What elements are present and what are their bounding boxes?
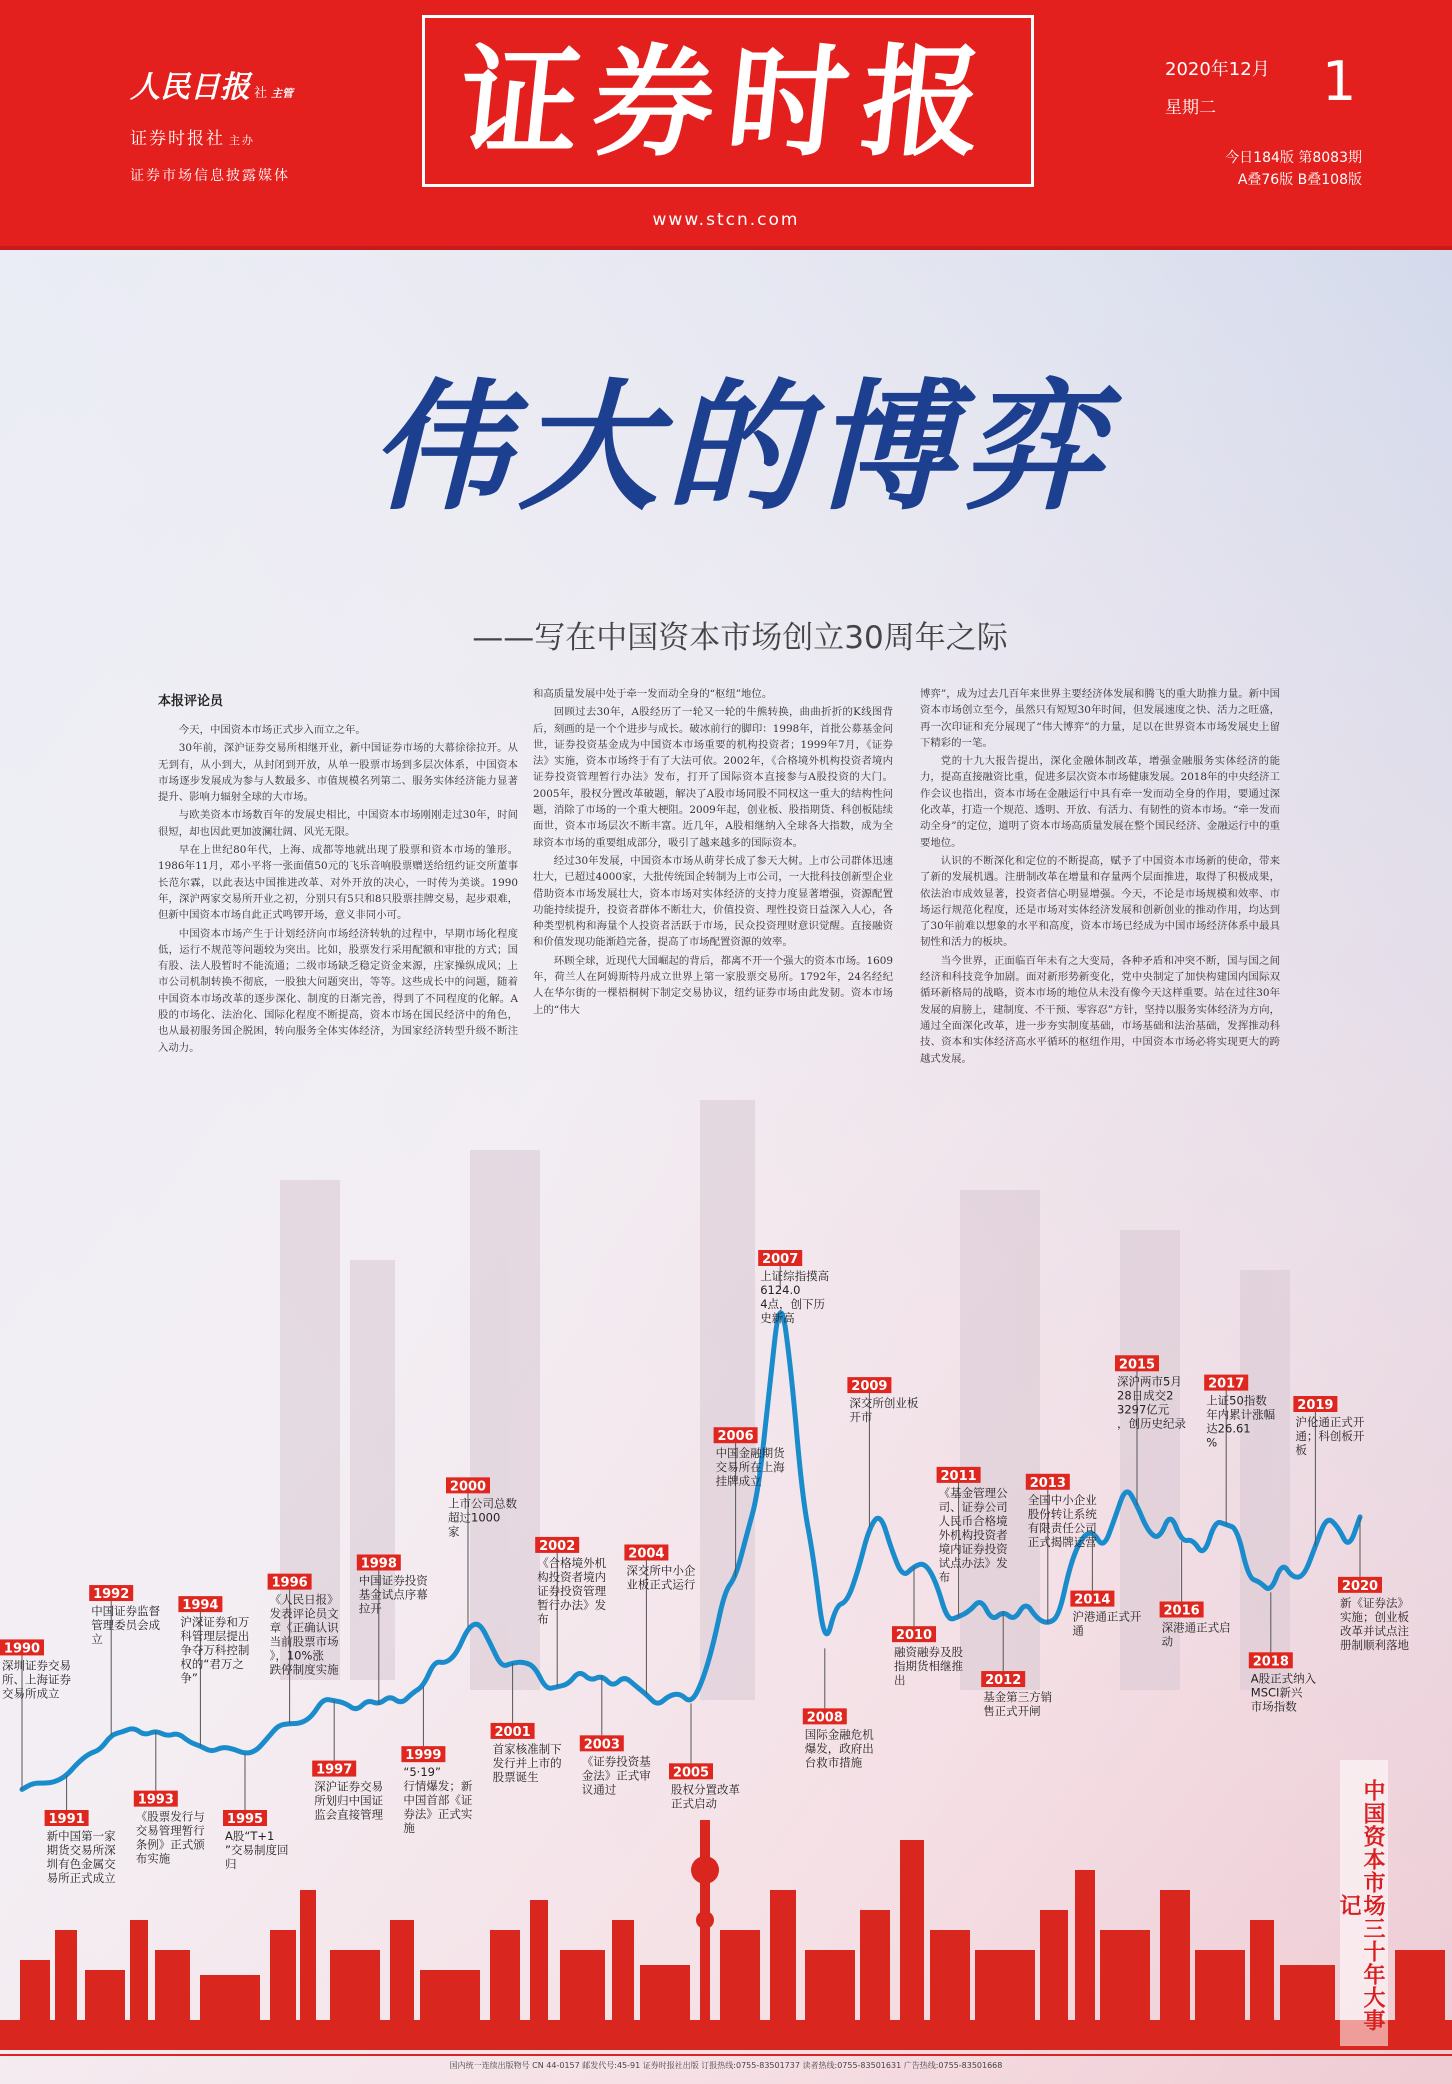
event-2005 — [669, 1703, 740, 1810]
event-layer — [0, 1250, 1409, 1885]
event-2012 — [981, 1611, 1052, 1718]
paragraph: 中国资本市场产生于计划经济向市场经济转轨的过程中，早期市场化程度低，运行不规范等问题较为突出。比如，股票发行采用配额和审批的方式；国有股、法人股暂时不能流通；二级市场缺乏稳定资金来源，庄家操纵成风；上市公司机制转换不彻底，一股独大问题突出，等等。这些成长中的问题，随着中国资本市场改革的逐步深化、制度的日渐完善，得到了不同程度的化解。A股的市场化、法治化、国际化程度不断提高，资本市场在国民经济中的角色，也从最初服务国企脱困，转向服务全体实体经济，为国家经济转型升级不断注入动力。 — [158, 927, 518, 1054]
event-description-line: 股份转让系统 — [1027, 1506, 1097, 1521]
publisher-line — [130, 124, 360, 149]
event-description-line: 基金试点序幕 — [358, 1587, 428, 1602]
event-year-label: 1999 — [405, 1748, 442, 1764]
event-year-label: 2002 — [539, 1538, 576, 1554]
event-year-label: 2014 — [1074, 1592, 1111, 1608]
masthead-url[interactable]: www.stcn.com — [652, 210, 800, 230]
chart-title: 中国资本市场三十年大事记 — [1336, 1778, 1385, 2032]
event-description-line: 上证综指摸高 — [760, 1269, 830, 1283]
event-2018 — [1249, 1592, 1317, 1713]
event-description-line: 构投资者境内 — [537, 1569, 607, 1584]
event-2003 — [580, 1675, 651, 1796]
event-description-line: 股票诞生 — [492, 1769, 539, 1784]
page-number: 1 — [1322, 50, 1357, 113]
event-2009 — [847, 1377, 918, 1527]
masthead-left — [130, 62, 360, 185]
event-2006 — [714, 1427, 786, 1577]
event-description-line: 深沪两市5月 — [1117, 1374, 1182, 1389]
event-description-line: 上市公司总数 — [448, 1496, 517, 1511]
event-description-line: 管理委员会成 — [91, 1618, 161, 1633]
event-description-line: 首家核准制下 — [492, 1741, 562, 1756]
masthead-title: 证券时报 — [452, 32, 1004, 173]
event-2016 — [1160, 1542, 1231, 1649]
event-year-label: 2011 — [940, 1468, 977, 1484]
event-year-label: 2017 — [1208, 1376, 1245, 1392]
event-year-label: 2015 — [1118, 1357, 1156, 1373]
event-description-line: 通 — [1072, 1623, 1084, 1638]
event-year-label: 1994 — [182, 1598, 219, 1614]
event-description-line: 中国首部《证 — [403, 1793, 473, 1808]
publisher-role: 主办 — [229, 134, 255, 147]
paragraph: 党的十九大报告提出，深化金融体制改革，增强金融服务实体经济的能力，提高直接融资比重，促进多层次资本市场健康发展。2018年的中央经济工作会议也指出，资本市场在金融运行中具有牵一发而动全身的作用，要通过深化改革，打造一个规范、透明、开放、有活力、有韧性的资本市场。“牵一发而动全身”的定位，道明了资本市场高质量发展在整个国民经济、金融运行中的重要地位。 — [920, 755, 1280, 849]
event-year-label: 1995 — [226, 1812, 264, 1827]
event-description-line: 争夺万科控制 — [180, 1643, 250, 1658]
event-2001 — [491, 1663, 562, 1784]
masthead — [0, 0, 1452, 246]
event-description-line: 试点办法》发 — [938, 1555, 1008, 1570]
event-2015 — [1115, 1355, 1186, 1505]
event-description-line: 家 — [448, 1524, 460, 1539]
event-description-line: 3297亿元 — [1117, 1402, 1170, 1417]
event-description-line: 28日成交2 — [1117, 1388, 1174, 1403]
event-1997 — [312, 1701, 383, 1822]
event-description-line: MSCI新兴 — [1250, 1685, 1303, 1700]
paragraph: 环顾全球，近现代大国崛起的背后，都离不开一个强大的资本市场。1609年，荷兰人在阿姆斯特丹成立世界上第一家股票交易所。1792年，24名经纪人在华尔街的一棵梧桐树下制定交易协议，纽约证券市场由此发韧。资本市场上的“伟大 — [533, 954, 893, 1016]
event-description-line: 正式揭牌运营 — [1027, 1534, 1097, 1549]
event-description-line: 4点，创下历 — [760, 1297, 826, 1311]
parent-paper-name: 人民日报 — [130, 70, 250, 105]
event-description-line: 爆发，政府出 — [804, 1741, 874, 1756]
subheadline: ——写在中国资本市场创立30周年之际 — [472, 620, 1008, 656]
event-2008 — [803, 1648, 874, 1769]
event-description-line: 布实施 — [135, 1851, 171, 1866]
event-2002 — [535, 1537, 606, 1687]
event-1995 — [223, 1754, 288, 1871]
masthead-rule — [0, 246, 1452, 250]
paragraph: 当今世界，正面临百年未有之大变局，各种矛盾和冲突不断，国与国之间经济和科技竞争加剧。面对新形势新变化，党中央制定了加快构建国内国际双循环新格局的战略，资本市场的地位从未没有像今天这样重要。站在过往30年发展的肩膀上，建制度、不干预、零容忍”方针，坚持以服务实体经济为方向，通过全面深化改革，进一步夯实制度基础，市场基础和法治基础，发挥推动科技、资本和实体经济高水平循环的枢纽作用，中国资本市场必将实现更大的跨越式发展。 — [920, 954, 1280, 1065]
event-description-line: 议通过 — [581, 1782, 617, 1797]
event-year-label: 2000 — [449, 1479, 487, 1495]
event-description-line: 中国证券监督 — [91, 1604, 161, 1619]
event-description-line: 深交所中小企 — [626, 1563, 696, 1578]
event-description-line: ，创历史纪录 — [1117, 1416, 1186, 1431]
event-description-line: 年内累计涨幅 — [1206, 1407, 1276, 1422]
event-description-line: 《基金管理公 — [938, 1485, 1008, 1500]
event-description-line: 》，10%涨 — [269, 1648, 324, 1663]
event-description-line: 深圳证券交易 — [2, 1658, 71, 1673]
event-1994 — [178, 1596, 249, 1746]
event-description-line: 所、上海证券 — [2, 1672, 71, 1687]
event-description-line: 《人民日报》 — [269, 1592, 339, 1607]
paragraph: 回顾过去30年，A股经历了一轮又一轮的牛熊转换，曲曲折折的K线图背后，刻画的是一个个进步与成长。破冰前行的脚印：1998年，首批公募基金问世，证券投资基金成为中国资本市场重要的机构投资者；1999年7月，《证券法》实施，资本市场终于有了大法可依。2002年，《合格境外机构投资者境内证券投资管理暂行办法》发布，打开了国际资本直接参与A股投资的大门。2005年，股权分置改革破题，解决了A股市场同股不同权这一重大的结构性问题，消除了市场的一个重大梗阻。2009年起，创业板、股指期货、科创板陆续面世，资本市场层次不断丰富。近几年，A股相继纳入全球各大指数，成为全球资本市场的重要组成部分，吸引了越来越多的国际资本。 — [533, 706, 893, 849]
event-year-label: 2007 — [762, 1252, 799, 1267]
issue-line-2: A叠76版 B叠108版 — [1237, 172, 1362, 188]
event-description-line: 人民币合格境 — [938, 1513, 1008, 1528]
event-1998 — [357, 1554, 428, 1704]
event-year-label: 2016 — [1163, 1603, 1200, 1619]
event-year-label: 2009 — [851, 1379, 888, 1395]
event-description-line: 章《正确认识 — [269, 1620, 339, 1635]
event-description-line: 权的“君万之 — [180, 1657, 244, 1672]
event-description-line: 所划归中国证 — [314, 1793, 384, 1808]
event-2020 — [1338, 1517, 1409, 1652]
event-year-label: 1993 — [137, 1792, 174, 1808]
event-description-line: 券法》正式实 — [403, 1807, 473, 1822]
event-1993 — [134, 1731, 205, 1866]
event-description-line: 新《证券法》 — [1340, 1595, 1409, 1610]
event-description-line: 市场指数 — [1250, 1699, 1297, 1714]
event-description-line: 改革并试点注 — [1340, 1623, 1409, 1638]
event-1992 — [89, 1585, 160, 1735]
issue-line-1: 今日184版 第8083期 — [1225, 150, 1362, 166]
event-description-line: % — [1206, 1435, 1218, 1450]
event-description-line: 期货交易所深 — [46, 1843, 116, 1857]
headline: 伟大的博弈 — [369, 366, 1110, 530]
event-description-line: 上证50指数 — [1206, 1393, 1267, 1408]
event-description-line: 中国证券投资 — [358, 1573, 428, 1588]
event-description-line: 暂行办法》发 — [537, 1597, 607, 1612]
event-year-label: 2001 — [494, 1724, 531, 1740]
event-description-line: 深沪证券交易 — [314, 1779, 384, 1794]
event-description-line: 超过1000 — [448, 1510, 501, 1525]
footer-rule — [0, 2054, 1452, 2056]
event-year-label: 1997 — [316, 1762, 353, 1778]
event-year-label: 2003 — [583, 1737, 620, 1753]
event-description-line: 挂牌成立 — [715, 1474, 762, 1489]
event-description-line: 深交所创业板 — [849, 1396, 919, 1411]
event-description-line: 圳有色金属交 — [46, 1857, 116, 1871]
event-description-line: 拉开 — [358, 1601, 382, 1616]
event-description-line: 《合格境外机 — [537, 1555, 607, 1570]
event-year-label: 2004 — [628, 1546, 665, 1562]
red-skyline — [0, 1820, 1452, 2050]
event-year-label: 2006 — [717, 1429, 754, 1445]
masthead-tagline: 证券市场信息披露媒体 — [130, 168, 290, 184]
event-year-label: 2005 — [672, 1765, 710, 1781]
event-year-label: 2010 — [895, 1628, 933, 1644]
event-description-line: 行情爆发；新 — [403, 1779, 473, 1794]
article-column-1 — [158, 722, 518, 1058]
publisher-name: 证券时报社 — [130, 129, 225, 149]
event-description-line: 国际金融危机 — [804, 1727, 874, 1742]
event-description-line: 布 — [537, 1611, 549, 1626]
event-2019 — [1293, 1396, 1364, 1546]
masthead-right — [1165, 55, 1270, 118]
event-description-line: 立 — [91, 1632, 103, 1647]
event-year-label: 1991 — [48, 1812, 85, 1827]
event-year-label: 1992 — [93, 1587, 130, 1603]
masthead-title-box — [422, 15, 1034, 187]
event-description-line: 交易管理暂行 — [135, 1823, 205, 1838]
event-description-line: 金法》正式审 — [581, 1768, 651, 1783]
paragraph: 30年前，深沪证券交易所相继开业，新中国证券市场的大幕徐徐拉开。从无到有，从小到大，从封闭到开放，从单一股票市场到多层次体系，中国资本市场逐步发展成为参与人数最多、市值规模名列第二、服务实体经济能力显著提升、影响力辐射全球的大市场。 — [158, 742, 518, 804]
issue-weekday: 星期二 — [1165, 98, 1216, 118]
event-description-line: 中国金融期货 — [715, 1446, 785, 1461]
event-description-line: 台救市措施 — [804, 1755, 863, 1770]
event-description-line: 发表评论员文 — [269, 1606, 339, 1621]
byline: 本报评论员 — [158, 694, 224, 709]
event-description-line: 发行并上市的 — [492, 1755, 562, 1770]
paragraph: 今天，中国资本市场正式步入而立之年。 — [178, 724, 366, 736]
event-year-label: 1990 — [3, 1641, 41, 1657]
article-column-2 — [533, 686, 893, 1020]
event-description-line: 业板正式运行 — [626, 1577, 696, 1592]
event-description-line: 科管理层提出 — [180, 1629, 250, 1644]
event-year-label: 1998 — [360, 1556, 397, 1572]
event-description-line: 证券投资管理 — [537, 1583, 607, 1598]
paragraph: 经过30年发展，中国资本市场从萌芽长成了参天大树。上市公司群体迅速壮大，已超过4000家，大批传统国企转制为上市公司，一大批科技创新型企业借助资本市场发展壮大，资本市场对实体经济的支持力度显著增强，资源配置功能持续提升，投资者群体不断壮大，价值投资、理性投资日益深入人心，各种类型机构和海量个人投资者活跃于市场，民众投资理财意识觉醒。直接融资和价值发现功能渐趋完备，提高了市场配置资源的效率。 — [533, 854, 893, 949]
event-description-line: 外机构投资者 — [938, 1527, 1008, 1542]
event-description-line: ”交易制度回 — [225, 1843, 289, 1857]
issue-date: 2020年12月 — [1165, 59, 1270, 80]
event-1999 — [401, 1686, 472, 1835]
event-description-line: 板 — [1295, 1443, 1307, 1458]
event-2010 — [892, 1566, 963, 1687]
event-description-line: 争” — [180, 1671, 198, 1686]
event-description-line: 当前股票市场 — [269, 1634, 339, 1649]
event-2017 — [1204, 1375, 1275, 1525]
event-description-line: 基金第三方销 — [983, 1690, 1053, 1705]
event-2004 — [624, 1544, 695, 1694]
event-description-line: 售正式开闸 — [983, 1704, 1041, 1719]
paragraph: 和高质量发展中处于牵一发而动全身的“枢纽”地位。 — [533, 688, 773, 700]
event-description-line: 深港通正式启 — [1161, 1620, 1231, 1635]
parent-paper-logo — [130, 62, 360, 106]
event-description-line: 指期货相继推 — [894, 1659, 963, 1674]
event-year-label: 2019 — [1297, 1398, 1334, 1414]
parent-paper-suffix: 社 — [254, 86, 268, 101]
event-description-line: 史新高 — [760, 1311, 795, 1325]
timeline-chart — [0, 1230, 1452, 2050]
event-year-label: 1996 — [271, 1575, 308, 1591]
issue-info — [1212, 147, 1362, 191]
event-description-line: 易所正式成立 — [46, 1871, 116, 1885]
event-year-label: 2008 — [806, 1710, 843, 1726]
event-description-line: 沪港通正式开 — [1072, 1609, 1142, 1624]
event-description-line: 布 — [938, 1569, 951, 1584]
event-description-line: 《股票发行与 — [135, 1809, 205, 1824]
event-description-line: 股权分置改革 — [671, 1782, 740, 1797]
event-description-line: 《证券投资基 — [581, 1754, 651, 1769]
paragraph: 与欧美资本市场数百年的发展史相比，中国资本市场刚刚走过30年，时间很短，却也因此更加波澜壮阔、风光无限。 — [158, 809, 518, 838]
event-description-line: A股“T+1 — [225, 1829, 275, 1843]
event-year-label: 2020 — [1341, 1578, 1379, 1594]
event-1990 — [0, 1639, 71, 1789]
event-description-line: 达26.61 — [1206, 1421, 1251, 1436]
event-description-line: 册制顺利落地 — [1340, 1637, 1409, 1652]
event-description-line: 实施；创业板 — [1340, 1609, 1409, 1624]
parent-role: 主管 — [271, 87, 294, 100]
event-description-line: 全国中小企业 — [1027, 1492, 1097, 1507]
event-description-line: 开市 — [849, 1410, 873, 1425]
event-description-line: 监会直接管理 — [314, 1807, 384, 1822]
event-description-line: “5·19” — [403, 1765, 441, 1780]
paragraph: 早在上世纪80年代，上海、成都等地就出现了股票和资本市场的雏形。1986年11月，邓小平将一张面值50元的飞乐音响股票赠送给纽约证交所董事长范尔霖，以此表达中国推进改革、对外开放的决心，一时传为美谈。1990年，深沪两家交易所开业之初，分别只有5只和8只股票挂牌交易，起步艰难，但新中国资本市场自此正式鸣锣开场，意义非同小可。 — [158, 844, 518, 922]
event-description-line: 通；科创板开 — [1295, 1429, 1365, 1444]
event-description-line: 条例》正式颁 — [135, 1837, 205, 1852]
event-1991 — [45, 1776, 116, 1885]
event-2011 — [937, 1467, 1008, 1617]
paragraph: 认识的不断深化和定位的不断提高，赋予了中国资本市场新的使命，带来了新的发展机遇。注册制改革在增量和存量两个层面推进，取得了积极成果，依法治市成效显著，投资者信心明显增强。今天，不论是市场规模和效率、市场运行规范化程度，还是市场对实体经济发展和创新创业的推动作用，均达到了30年前难以想象的水平和高度，资本市场已经成为中国市场经济体系中最具韧性和活力的板块。 — [920, 854, 1280, 949]
event-2007 — [758, 1250, 829, 1325]
event-year-label: 2018 — [1252, 1654, 1289, 1670]
event-description-line: 归 — [225, 1857, 237, 1871]
event-description-line: 施 — [403, 1821, 415, 1836]
event-description-line: 沪深证券和万 — [180, 1615, 250, 1630]
event-year-label: 2013 — [1029, 1475, 1066, 1491]
footer: 国内统一连续出版物号 CN 44-0157 邮发代号:45-91 证券时报社出版 订报热线:0755-83501737 读者热线:0755-83501631 广告热线:0755-83501668 — [449, 2061, 1003, 2070]
event-description-line: 交易所在上海 — [715, 1460, 785, 1475]
event-description-line: A股正式纳入 — [1250, 1671, 1317, 1686]
article-column-3 — [920, 686, 1280, 1069]
event-2000 — [446, 1477, 517, 1627]
event-description-line: 6124.0 — [760, 1283, 801, 1297]
paragraph: 博弈”，成为过去几百年来世界主要经济体发展和腾飞的重大助推力量。新中国资本市场创立至今，虽然只有短短30年时间，但发展速度之快、活力之旺盛，再一次印证和充分展现了“伟大博弈”的力量，足以在世界资本市场发展史上留下精彩的一笔。 — [920, 688, 1280, 749]
event-description-line: 司、证券公司 — [938, 1499, 1008, 1514]
event-description-line: 新中国第一家 — [46, 1829, 116, 1843]
event-description-line: 正式启动 — [671, 1796, 717, 1811]
event-description-line: 有限责任公司 — [1027, 1520, 1097, 1535]
event-description-line: 沪伦通正式开 — [1295, 1415, 1365, 1430]
event-description-line: 境内证券投资 — [938, 1541, 1008, 1556]
event-description-line: 出 — [894, 1673, 906, 1688]
event-description-line: 交易所成立 — [2, 1686, 60, 1701]
event-description-line: 跌停制度实施 — [269, 1662, 339, 1677]
event-description-line: 融资融券及股 — [894, 1645, 963, 1660]
event-year-label: 2012 — [985, 1673, 1022, 1689]
event-description-line: 动 — [1161, 1634, 1174, 1649]
